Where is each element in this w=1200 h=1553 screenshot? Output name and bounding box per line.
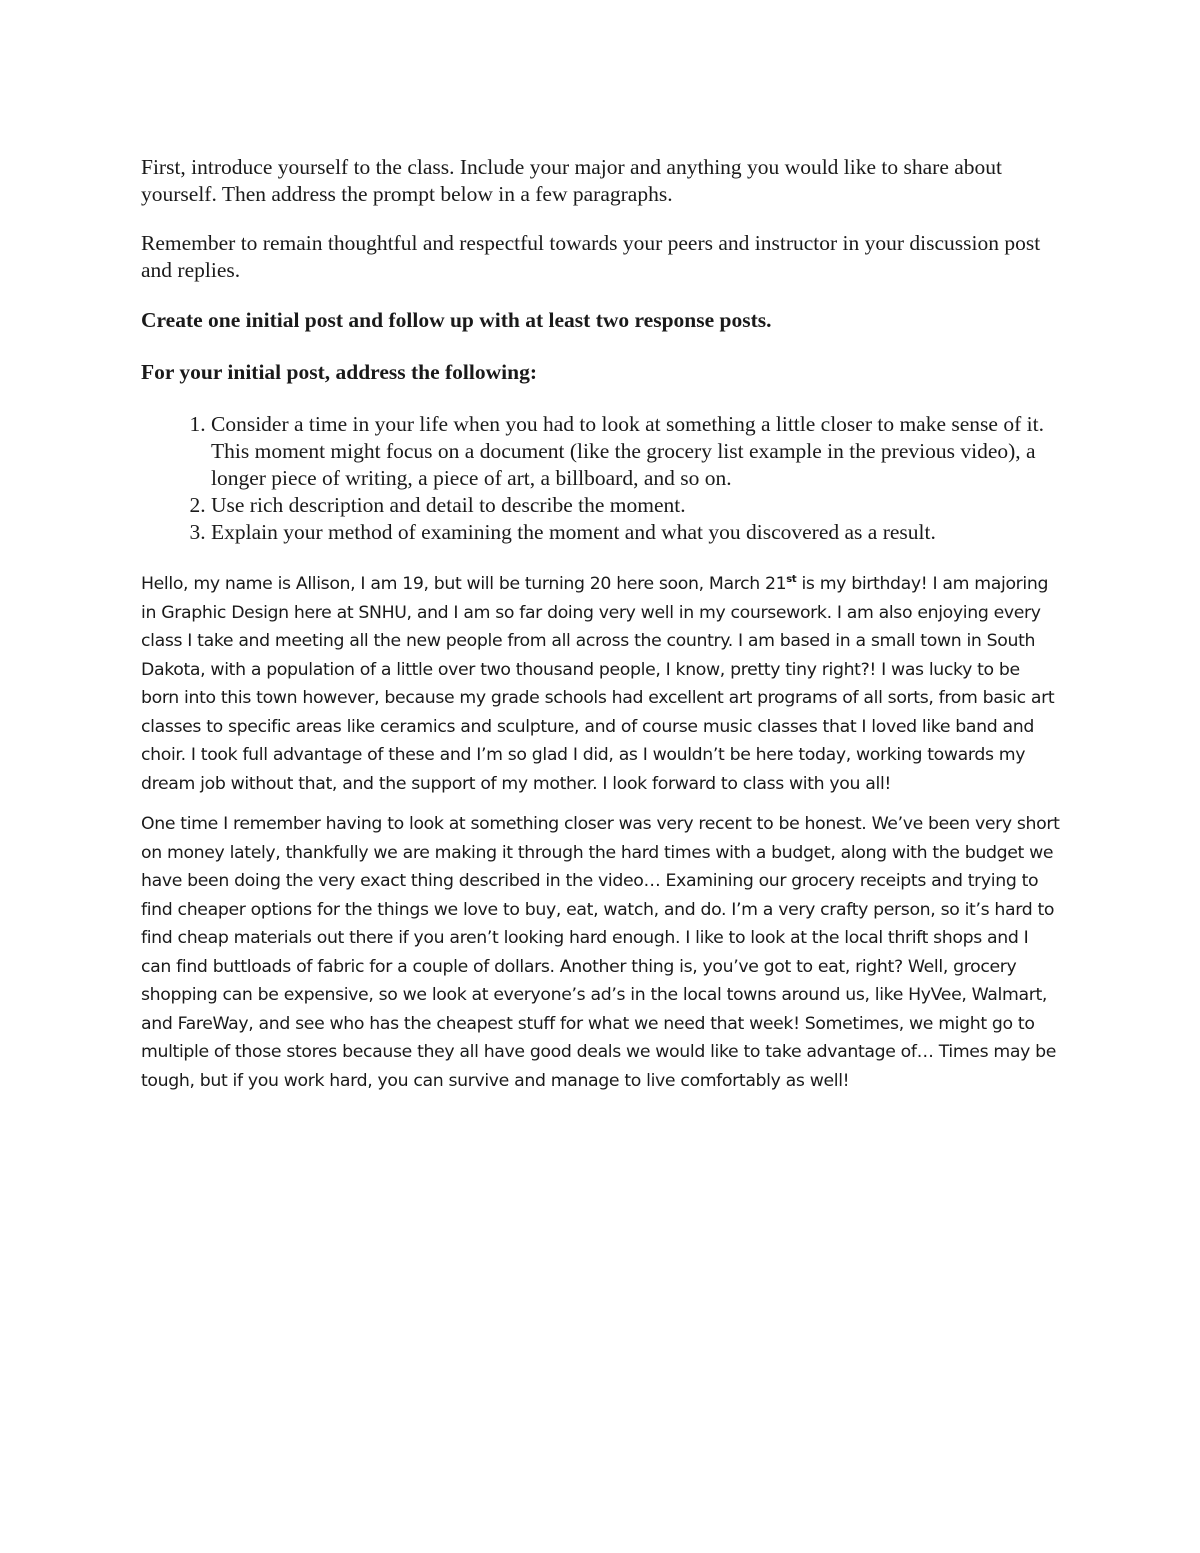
- prompt-item-3: 3. Explain your method of examining the moment and what you discovered as a result.: [211, 519, 1061, 546]
- prompt-item-1: 1. Consider a time in your life when you had to look at something a little closer to make sense of it. This moment might focus on a document (like the grocery list example in the previous video), a longer piece of writing, a piece of art, a billboard, and so on.: [211, 411, 1061, 492]
- reminder-paragraph: Remember to remain thoughtful and respectful towards your peers and instructor in your discussion post and replies.: [141, 231, 1041, 282]
- ordinal-suffix: st: [786, 574, 797, 586]
- intro-paragraph: First, introduce yourself to the class. Include your major and anything you would like to share about yourself. Then address the prompt below in a few paragraphs.: [141, 155, 1003, 206]
- story-response-paragraph: One time I remember having to look at something closer was very recent to be honest. We’ve been very short on money lately, thankfully we are making it through the hard times with a budget, along with the budget we have been doing the very exact thing described in the video… Examining our grocery receipts and trying to find cheaper options for the things we love to buy, eat, watch, and do. I’m a very crafty person, so it’s hard to find cheap materials out there if you aren’t looking hard enough. I like to look at the local thrift shops and I can find buttloads of fabric for a couple of dollars. Another thing is, you’ve got to eat, right? Well, grocery shopping can be expensive, so we look at everyone’s ad’s in the local towns around us, like HyVee, Walmart, and FareWay, and see who has the cheapest stuff for what we need that week! Sometimes, we might go to multiple of those stores because they all have good deals we would like to take advantage of… Times may be tough, but if you work hard, you can survive and manage to live comfortably as well!: [141, 814, 1060, 1091]
- introduction-response-paragraph: [141, 570, 1061, 798]
- response-text-part-1: Hello, my name is Allison, I am 19, but will be turning 20 here soon, March 21: [141, 574, 787, 594]
- task-heading: Create one initial post and follow up with at least two response posts.: [141, 308, 772, 332]
- prompt-item-2: 2. Use rich description and detail to describe the moment.: [211, 492, 1061, 519]
- response-text-part-2: is my birthday! I am majoring in Graphic Design here at SNHU, and I am so far doing very well in my coursework. I am also enjoying every class I take and meeting all the new people from all across the country. I am based in a small town in South Dakota, with a population of a little over two thousand people, I know, pretty tiny right?! I was lucky to be born into this town however, because my grade schools had excellent art programs of all sorts, from basic art classes to specific areas like ceramics and sculpture, and of course music classes that I loved like band and choir. I took full advantage of these and I’m so glad I did, as I wouldn’t be here today, working towards my dream job without that, and the support of my mother. I look forward to class with you all!: [141, 574, 1055, 794]
- prompt-list: [141, 411, 1061, 546]
- address-heading: For your initial post, address the following:: [141, 360, 537, 384]
- document-body: [141, 154, 1061, 1095]
